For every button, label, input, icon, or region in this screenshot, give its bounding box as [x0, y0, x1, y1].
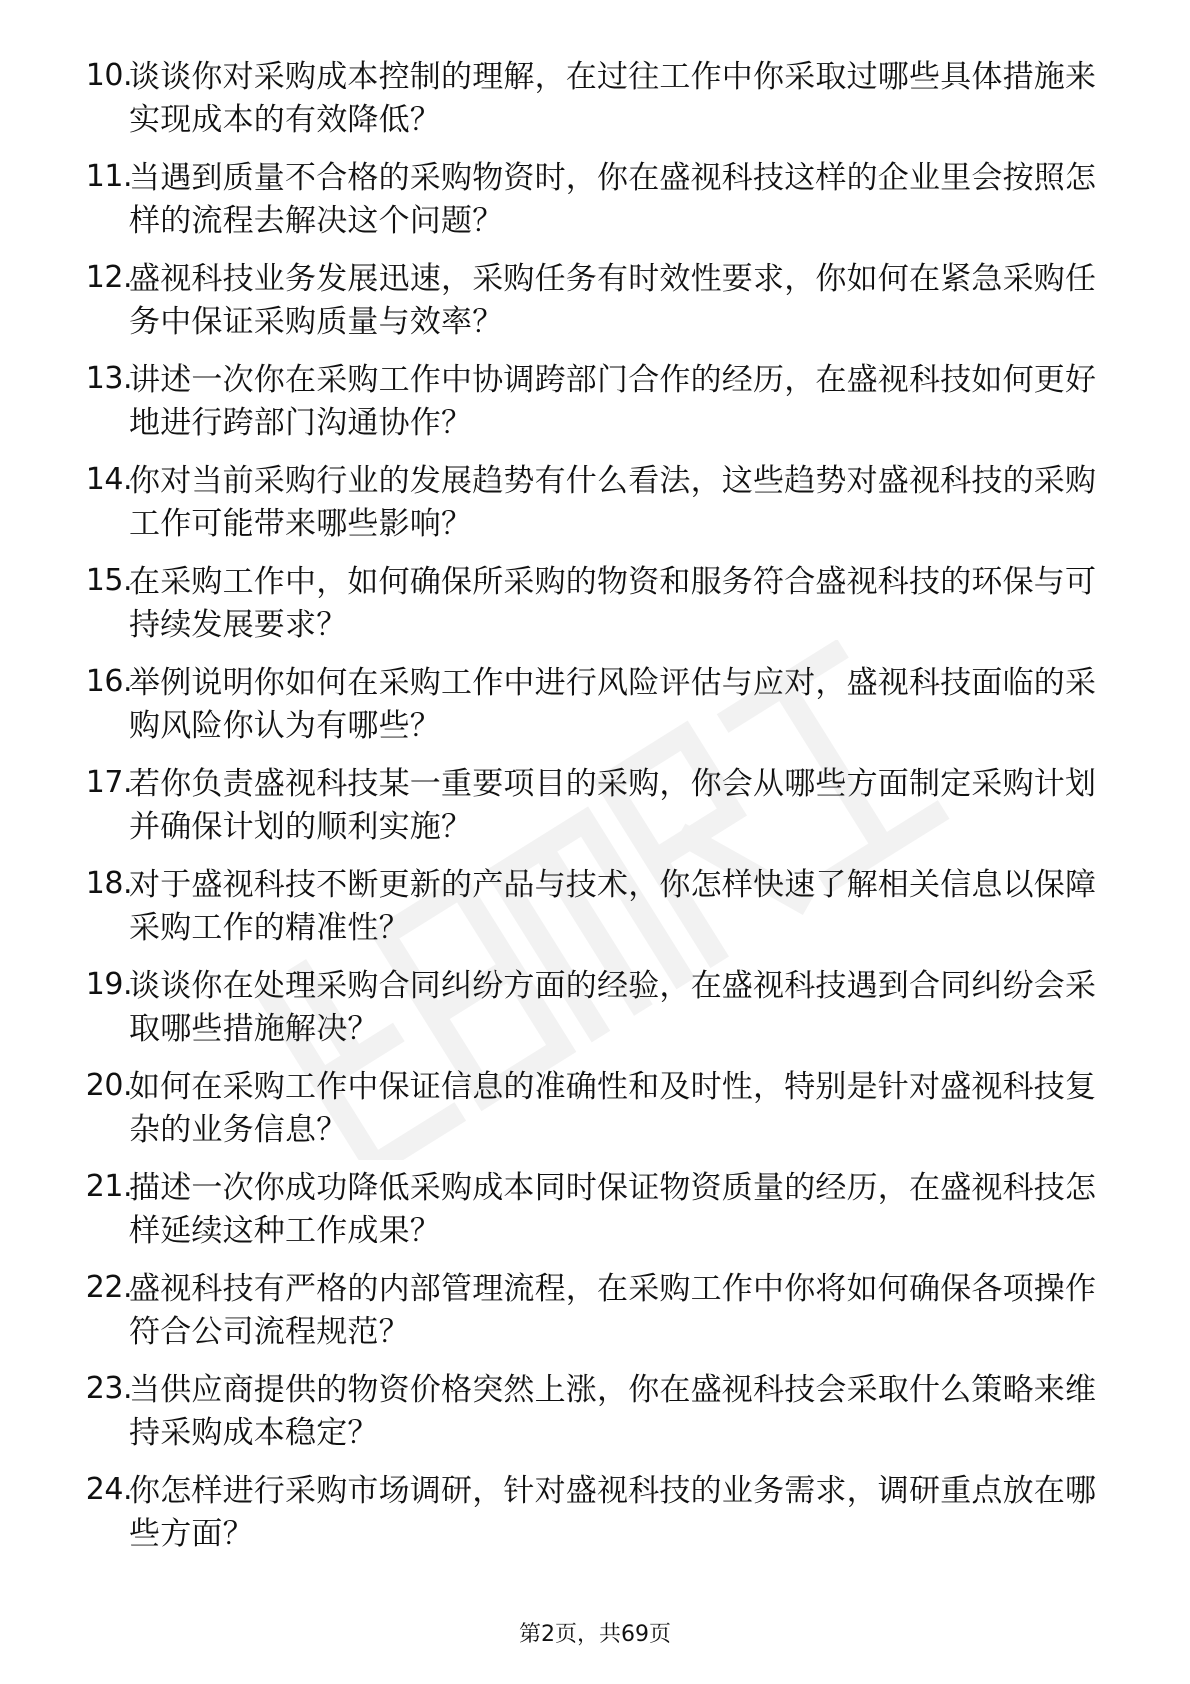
list-item — [0, 452, 1190, 553]
question-number: 22. — [85, 1270, 132, 1305]
question-text: 举例说明你如何在采购工作中进行风险评估与应对，盛视科技面临的采购风险你认为有哪些？ — [129, 665, 1097, 744]
question-text: 谈谈你在处理采购合同纠纷方面的经验，在盛视科技遇到合同纠纷会采取哪些措施解决？ — [129, 968, 1097, 1047]
question-text: 当供应商提供的物资价格突然上涨，你在盛视科技会采取什么策略来维持采购成本稳定？ — [129, 1372, 1097, 1451]
question-number: 17. — [85, 765, 132, 800]
list-item — [0, 48, 1190, 149]
list-item — [0, 1260, 1190, 1361]
list-item — [0, 1058, 1190, 1159]
list-item — [0, 1462, 1190, 1563]
question-number: 20. — [85, 1068, 132, 1103]
question-text: 你怎样进行采购市场调研，针对盛视科技的业务需求，调研重点放在哪些方面？ — [129, 1473, 1097, 1552]
list-item — [0, 1159, 1190, 1260]
question-text: 对于盛视科技不断更新的产品与技术，你怎样快速了解相关信息以保障采购工作的精准性？ — [129, 867, 1097, 946]
page-number-label: 第2页，共69页 — [519, 1622, 671, 1647]
question-number: 11. — [85, 159, 132, 194]
question-number: 10. — [85, 58, 132, 93]
question-text: 描述一次你成功降低采购成本同时保证物资质量的经历，在盛视科技怎样延续这种工作成果？ — [129, 1170, 1097, 1249]
question-number: 21. — [85, 1169, 132, 1204]
question-text: 你对当前采购行业的发展趋势有什么看法，这些趋势对盛视科技的采购工作可能带来哪些影响？ — [129, 463, 1097, 542]
question-list — [0, 48, 1190, 1563]
question-number: 23. — [85, 1371, 132, 1406]
list-item — [0, 149, 1190, 250]
question-text: 盛视科技业务发展迅速，采购任务有时效性要求，你如何在紧急采购任务中保证采购质量与效率？ — [129, 261, 1097, 340]
question-number: 13. — [85, 361, 132, 396]
question-text: 在采购工作中，如何确保所采购的物资和服务符合盛视科技的环保与可持续发展要求？ — [129, 564, 1097, 643]
page-footer — [0, 1620, 1190, 1650]
question-text: 谈谈你对采购成本控制的理解，在过往工作中你采取过哪些具体措施来实现成本的有效降低？ — [129, 59, 1097, 138]
question-number: 14. — [85, 462, 132, 497]
question-text: 如何在采购工作中保证信息的准确性和及时性，特别是针对盛视科技复杂的业务信息？ — [129, 1069, 1097, 1148]
list-item — [0, 1361, 1190, 1462]
list-item — [0, 755, 1190, 856]
question-number: 18. — [85, 866, 132, 901]
question-text: 若你负责盛视科技某一重要项目的采购，你会从哪些方面制定采购计划并确保计划的顺利实施？ — [129, 766, 1097, 845]
list-item — [0, 250, 1190, 351]
question-text: 盛视科技有严格的内部管理流程，在采购工作中你将如何确保各项操作符合公司流程规范？ — [129, 1271, 1097, 1350]
list-item — [0, 957, 1190, 1058]
list-item — [0, 351, 1190, 452]
list-item — [0, 553, 1190, 654]
question-text: 讲述一次你在采购工作中协调跨部门合作的经历，在盛视科技如何更好地进行跨部门沟通协作？ — [129, 362, 1097, 441]
list-item — [0, 856, 1190, 957]
question-number: 19. — [85, 967, 132, 1002]
list-item — [0, 654, 1190, 755]
question-number: 16. — [85, 664, 132, 699]
question-text: 当遇到质量不合格的采购物资时，你在盛视科技这样的企业里会按照怎样的流程去解决这个问题？ — [129, 160, 1097, 239]
question-number: 15. — [85, 563, 132, 598]
question-number: 12. — [85, 260, 132, 295]
question-number: 24. — [85, 1472, 132, 1507]
